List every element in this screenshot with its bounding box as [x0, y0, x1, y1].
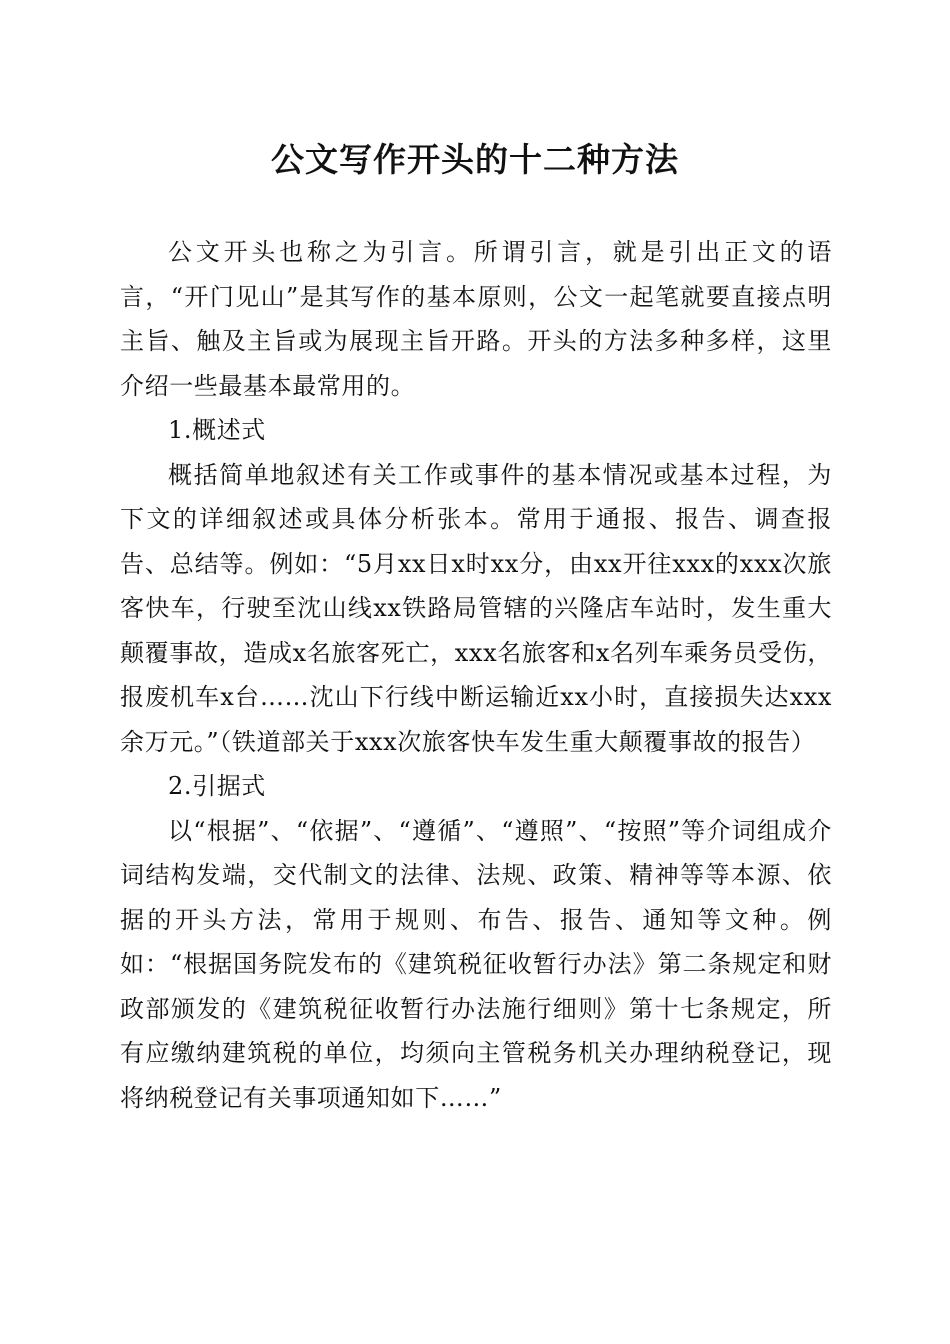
- document-body: [120, 230, 832, 1120]
- overview-paragraph: 概括简单地叙述有关工作或事件的基本情况或基本过程，为下文的详细叙述或具体分析张本。常用于通报、报告、调查报告、总结等。例如：“5月xx日x时xx分，由xx开往xxx的xxx次旅客快车，行驶至沈山线xx铁路局管辖的兴隆店车站时，发生重大颠覆事故，造成x名旅客死亡，xxx名旅客和x名列车乘务员受伤，报废机车x台……沈山下行线中断运输近xx小时，直接损失达xxx余万元。”（铁道部关于xxx次旅客快车发生重大颠覆事故的报告）: [120, 460, 832, 756]
- citation-paragraph: 以“根据”、“依据”、“遵循”、“遵照”、“按照”等介词组成介词结构发端，交代制文的法律、法规、政策、精神等等本源、依据的开头方法，常用于规则、布告、报告、通知等文种。例如：“根据国务院发布的《建筑税征收暂行办法》第二条规定和财政部颁发的《建筑税征收暂行办法施行细则》第十七条规定，所有应缴纳建筑税的单位，均须向主管税务机关办理纳税登记，现将纳税登记有关事项通知如下……”: [120, 816, 832, 1112]
- intro-paragraph: 公文开头也称之为引言。所谓引言，就是引出正文的语言，“开门见山”是其写作的基本原则，公文一起笔就要直接点明主旨、触及主旨或为展现主旨开路。开头的方法多种多样，这里介绍一些最基本最常用的。: [120, 238, 832, 400]
- section-heading-overview: 1.概述式: [168, 416, 266, 444]
- section-heading-citation: 2.引据式: [168, 772, 266, 800]
- document-title: 公文写作开头的十二种方法: [271, 140, 679, 179]
